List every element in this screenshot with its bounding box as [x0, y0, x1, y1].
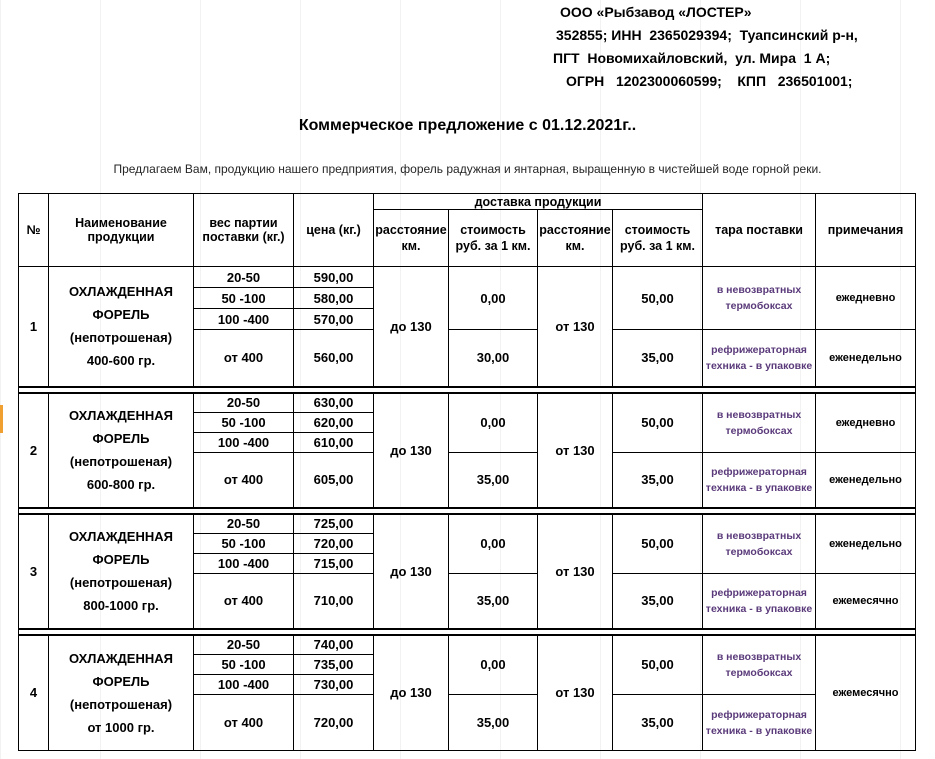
delivery-cost-far: 50,00	[613, 514, 703, 574]
product-name-line: ОХЛАЖДЕННАЯ	[69, 650, 173, 666]
delivery-distance-far: от 130	[538, 514, 613, 629]
document-title: Коммерческое предложение с 01.12.2021г..	[298, 117, 637, 134]
product-number: 4	[19, 635, 49, 751]
batch-weight: от 400	[194, 574, 294, 629]
header-name: Наименование продукции	[49, 194, 194, 267]
delivery-note: ежемесячно	[816, 635, 916, 751]
delivery-note: ежедневно	[816, 393, 916, 453]
batch-weight: 50 -100	[194, 413, 294, 433]
product-name-line: (непотрошеная)	[69, 330, 173, 346]
batch-weight: 50 -100	[194, 288, 294, 309]
table-row	[19, 267, 916, 288]
delivery-cost-near: 35,00	[449, 574, 538, 629]
company-name: ООО «Рыбзавод «ЛОСТЕР»	[560, 4, 752, 20]
delivery-cost-near: 35,00	[449, 453, 538, 508]
price-per-kg: 740,00	[294, 635, 374, 655]
company-header	[0, 0, 935, 90]
delivery-distance-near: до 130	[374, 635, 449, 751]
price-per-kg: 605,00	[294, 453, 374, 508]
header-distance-far: расстояние км.	[538, 210, 613, 267]
batch-weight: 50 -100	[194, 534, 294, 554]
delivery-distance-near: до 130	[374, 514, 449, 629]
header-notes: примечания	[816, 194, 916, 267]
company-address-2: ПГТ Новомихайловский, ул. Мира 1 А;	[553, 50, 831, 66]
header-delivery: доставка продукции	[374, 194, 703, 210]
product-name	[49, 393, 194, 508]
header-distance-near: расстояние км.	[374, 210, 449, 267]
header-num: №	[19, 194, 49, 267]
batch-weight: 50 -100	[194, 655, 294, 675]
batch-weight: 20-50	[194, 267, 294, 288]
delivery-cost-far: 35,00	[613, 574, 703, 629]
packaging-type: рефрижераторная техника - в упаковке	[703, 574, 816, 629]
delivery-note: еженедельно	[816, 330, 916, 387]
product-name	[49, 267, 194, 387]
delivery-cost-near: 0,00	[449, 267, 538, 330]
product-name	[49, 635, 194, 751]
batch-weight: 100 -400	[194, 554, 294, 574]
delivery-cost-far: 50,00	[613, 267, 703, 330]
price-per-kg: 720,00	[294, 695, 374, 751]
price-per-kg: 725,00	[294, 514, 374, 534]
company-address-1: 352855; ИНН 2365029394; Туапсинский р-н,	[556, 27, 858, 43]
product-name-line: от 1000 гр.	[87, 719, 155, 735]
price-per-kg: 720,00	[294, 534, 374, 554]
delivery-cost-near: 0,00	[449, 514, 538, 574]
delivery-cost-near: 35,00	[449, 695, 538, 751]
price-per-kg: 710,00	[294, 574, 374, 629]
product-number: 2	[19, 393, 49, 508]
header-cost-far: стоимость руб. за 1 км.	[613, 210, 703, 267]
packaging-type: в невозвратных термобоксах	[703, 393, 816, 453]
product-name-line: (непотрошеная)	[69, 454, 173, 469]
product-name-line: ОХЛАЖДЕННАЯ	[69, 284, 173, 300]
price-per-kg: 730,00	[294, 675, 374, 695]
price-per-kg: 570,00	[294, 309, 374, 330]
price-per-kg: 610,00	[294, 433, 374, 453]
product-number: 1	[19, 267, 49, 387]
price-per-kg: 715,00	[294, 554, 374, 574]
header-tara: тара поставки	[703, 194, 816, 267]
company-registration: ОГРН 1202300060599; КПП 236501001;	[566, 73, 853, 89]
header-cost-near: стоимость руб. за 1 км.	[449, 210, 538, 267]
price-per-kg: 630,00	[294, 393, 374, 413]
product-name-line: 600-800 гр.	[86, 477, 156, 492]
product-name-line: ФОРЕЛЬ	[92, 307, 150, 323]
batch-weight: 100 -400	[194, 433, 294, 453]
product-name-line: ФОРЕЛЬ	[92, 431, 150, 446]
product-name-line: ОХЛАЖДЕННАЯ	[69, 408, 173, 423]
table-row	[19, 514, 916, 534]
header-price: цена (кг.)	[294, 194, 374, 267]
batch-weight: 100 -400	[194, 309, 294, 330]
delivery-note: еженедельно	[816, 514, 916, 574]
header-weight: вес партии поставки (кг.)	[194, 194, 294, 267]
batch-weight: 20-50	[194, 393, 294, 413]
batch-weight: 20-50	[194, 635, 294, 655]
price-per-kg: 590,00	[294, 267, 374, 288]
table-row	[19, 393, 916, 413]
product-name-line: (непотрошеная)	[69, 575, 173, 590]
packaging-type: рефрижераторная техника - в упаковке	[703, 695, 816, 751]
packaging-type: в невозвратных термобоксах	[703, 267, 816, 330]
document-subtitle: Предлагаем Вам, продукцию нашего предприятия, форель радужная и янтарная, выращенную в чистейшей воде горной реки.	[113, 162, 822, 176]
delivery-cost-far: 50,00	[613, 393, 703, 453]
batch-weight: от 400	[194, 453, 294, 508]
batch-weight: 100 -400	[194, 675, 294, 695]
delivery-note: еженедельно	[816, 453, 916, 508]
delivery-cost-far: 35,00	[613, 453, 703, 508]
packaging-type: рефрижераторная техника - в упаковке	[703, 453, 816, 508]
price-per-kg: 560,00	[294, 330, 374, 387]
delivery-cost-near: 0,00	[449, 635, 538, 695]
batch-weight: 20-50	[194, 514, 294, 534]
packaging-type: рефрижераторная техника - в упаковке	[703, 330, 816, 387]
delivery-note: ежемесячно	[816, 574, 916, 629]
price-per-kg: 580,00	[294, 288, 374, 309]
product-name-line: ФОРЕЛЬ	[92, 552, 150, 567]
delivery-cost-far: 35,00	[613, 695, 703, 751]
row-edge-marker	[0, 405, 3, 433]
delivery-distance-near: до 130	[374, 267, 449, 387]
delivery-cost-far: 35,00	[613, 330, 703, 387]
product-number: 3	[19, 514, 49, 629]
delivery-note: ежедневно	[816, 267, 916, 330]
table-row	[19, 635, 916, 655]
delivery-cost-far: 50,00	[613, 635, 703, 695]
offer-table-body	[19, 267, 916, 751]
product-name-line: (непотрошеная)	[69, 696, 173, 712]
price-per-kg: 620,00	[294, 413, 374, 433]
delivery-distance-far: от 130	[538, 267, 613, 387]
delivery-cost-near: 0,00	[449, 393, 538, 453]
batch-weight: от 400	[194, 330, 294, 387]
product-name-line: ОХЛАЖДЕННАЯ	[69, 529, 173, 544]
product-name	[49, 514, 194, 629]
packaging-type: в невозвратных термобоксах	[703, 514, 816, 574]
delivery-distance-near: до 130	[374, 393, 449, 508]
product-name-line: 400-600 гр.	[86, 353, 156, 369]
delivery-distance-far: от 130	[538, 635, 613, 751]
offer-table	[18, 193, 916, 751]
product-name-line: 800-1000 гр.	[83, 598, 159, 613]
product-name-line: ФОРЕЛЬ	[92, 673, 150, 689]
batch-weight: от 400	[194, 695, 294, 751]
packaging-type: в невозвратных термобоксах	[703, 635, 816, 695]
price-per-kg: 735,00	[294, 655, 374, 675]
delivery-distance-far: от 130	[538, 393, 613, 508]
delivery-cost-near: 30,00	[449, 330, 538, 387]
